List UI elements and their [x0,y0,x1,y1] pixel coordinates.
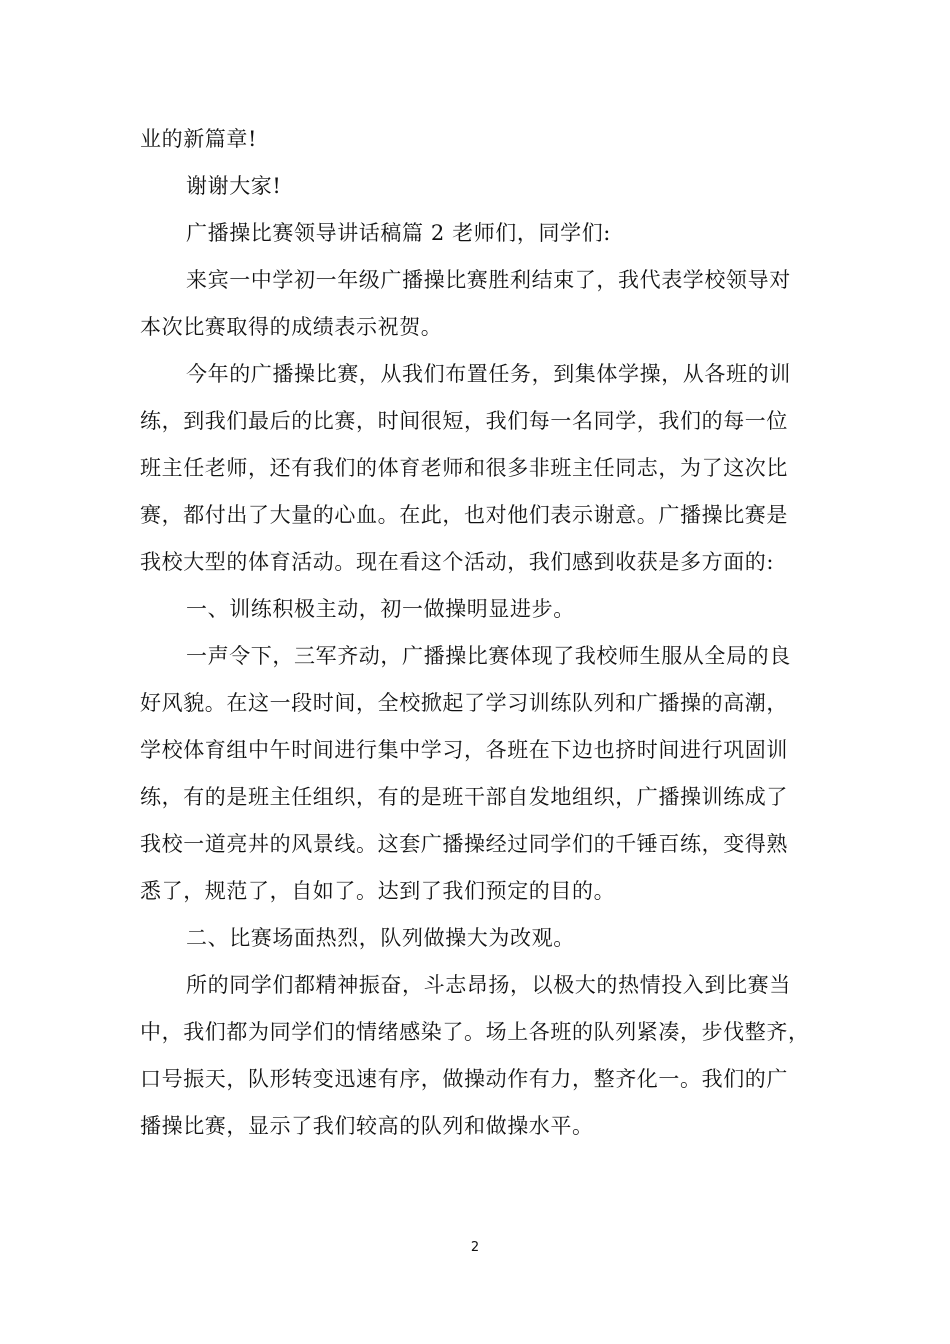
text-line: 业的新篇章! [140,127,258,151]
text-line: 二、比赛场面热烈，队列做操大为改观。 [186,926,575,950]
text-line: 播操比赛，显示了我们较高的队列和做操水平。 [140,1114,594,1138]
text-line: 口号振天，队形转变迅速有序，做操动作有力，整齐化一。我们的广 [140,1067,788,1091]
text-line: 班主任老师，还有我们的体育老师和很多非班主任同志，为了这次比 [140,456,788,480]
text-line: 所的同学们都精神振奋，斗志昂扬，以极大的热情投入到比赛当 [186,973,791,997]
text-line: 中，我们都为同学们的情绪感染了。场上各班的队列紧凑，步伐整齐， [140,1020,810,1044]
text-line: 悉了，规范了，自如了。达到了我们预定的目的。 [140,879,616,903]
text-line: 广播操比赛领导讲话稿篇 2 老师们，同学们: [186,221,611,245]
text-line: 本次比赛取得的成绩表示祝贺。 [140,315,443,339]
text-line: 好风貌。在这一段时间，全校掀起了学习训练队列和广播操的高潮， [140,691,788,715]
text-line: 今年的广播操比赛，从我们布置任务，到集体学操，从各班的训 [186,362,791,386]
page-number: 2 [470,1240,480,1255]
text-line: 谢谢大家! [186,174,282,198]
text-line: 一、训练积极主动，初一做操明显进步。 [186,597,575,621]
text-line: 来宾一中学初一年级广播操比赛胜利结束了，我代表学校领导对 [186,268,791,292]
text-line: 一声令下，三军齐动，广播操比赛体现了我校师生服从全局的良 [186,644,791,668]
text-line: 我校一道亮丼的风景线。这套广播操经过同学们的千锤百练，变得熟 [140,832,788,856]
text-line: 赛，都付出了大量的心血。在此，也对他们表示谢意。广播操比赛是 [140,503,788,527]
text-line: 练，有的是班主任组织，有的是班干部自发地组织，广播操训练成了 [140,785,788,809]
document-body [140,116,815,1150]
text-line: 我校大型的体育活动。现在看这个活动，我们感到收获是多方面的: [140,550,775,574]
text-line: 学校体育组中午时间进行集中学习，各班在下边也挤时间进行巩固训 [140,738,788,762]
text-line: 练，到我们最后的比赛，时间很短，我们每一名同学，我们的每一位 [140,409,788,433]
